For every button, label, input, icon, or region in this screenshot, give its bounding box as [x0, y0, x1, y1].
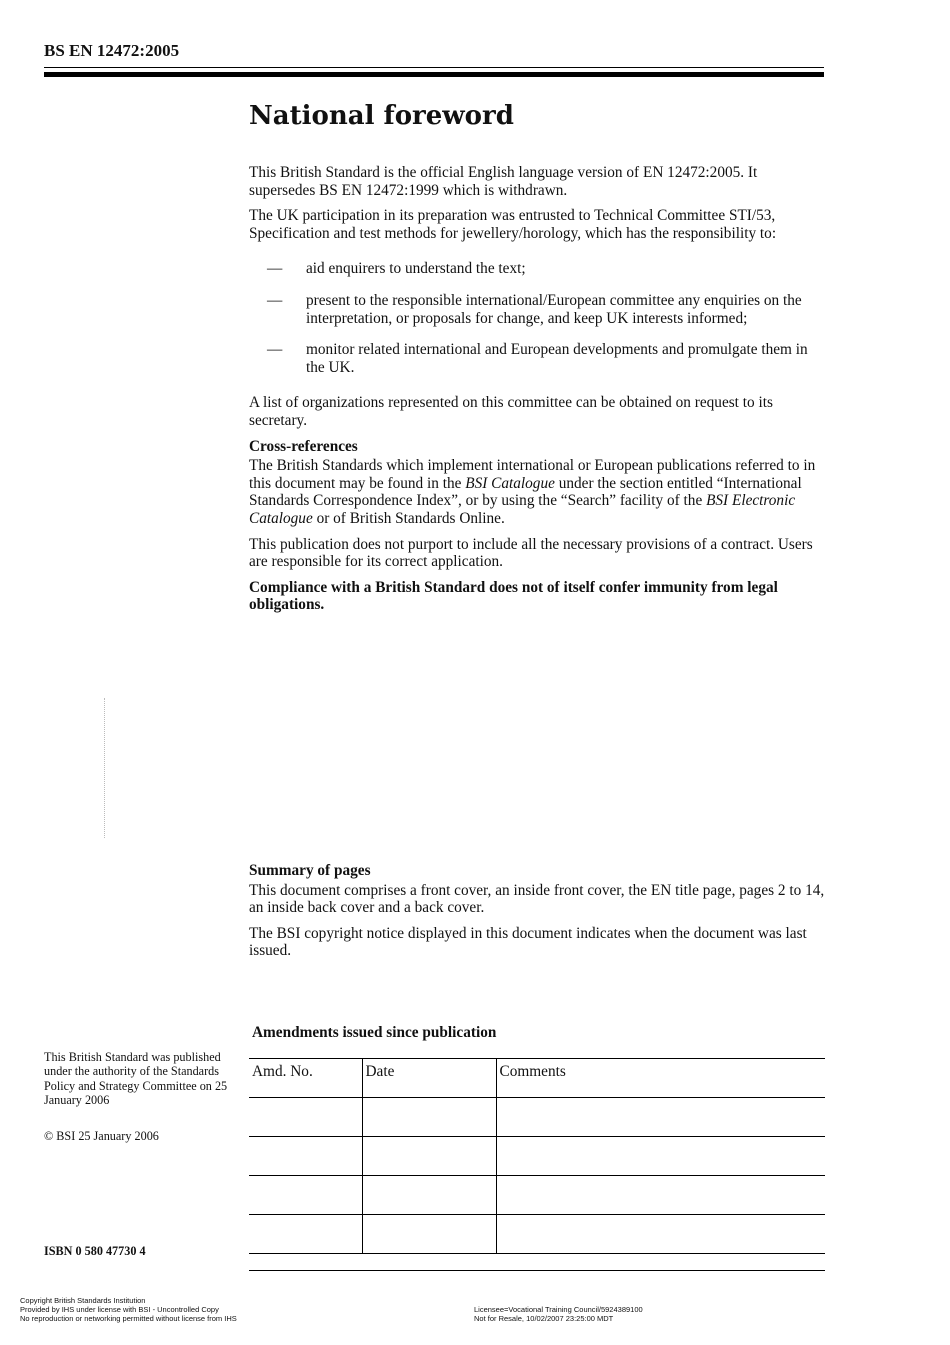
publication-note — [44, 1050, 234, 1164]
cross-references-heading: Cross-references — [249, 437, 358, 455]
dash-marker: — — [267, 341, 283, 359]
page-title: National foreword — [249, 101, 514, 131]
footer-copyright: Copyright British Standards Institution Provided by IHS under license with BSI - Uncontrolled Copy No reproduction or networking permitted without license from IHS — [20, 1296, 237, 1323]
dash-marker: — — [267, 291, 283, 309]
table-row — [249, 1137, 825, 1176]
amendments-title: Amendments issued since publication — [252, 1024, 497, 1041]
list-item: — aid enquirers to understand the text; — [267, 260, 526, 278]
publication-authority: This British Standard was published under the authority of the Standards Policy and Strategy Committee on 25 January 2006 — [44, 1050, 228, 1108]
cross-references-paragraph-2: This publication does not purport to include all the necessary provisions of a contract. Users are responsible for its correct application. — [249, 535, 813, 571]
table-row — [249, 1176, 825, 1215]
amendments-table — [249, 1058, 825, 1254]
header-rule-thick — [44, 72, 824, 77]
foreword-body — [249, 164, 827, 622]
cross-references-paragraph-1: The British Standards which implement international or European publications referred to in this document may be found in the BSI Catalogue under the section entitled “International Standards Correspondence Index”, or by using the “Search” facility of the BSI Electronic Catalogue or of British Standards Online. — [249, 457, 816, 527]
summary-paragraph-2: The BSI copyright notice displayed in this document indicates when the document was last issued. — [249, 924, 807, 960]
copyright-date: © BSI 25 January 2006 — [44, 1128, 159, 1143]
summary-section — [249, 862, 827, 968]
intro-paragraph-1: This British Standard is the official English language version of EN 12472:2005. It supersedes BS EN 12472:1999 which is withdrawn. — [249, 164, 758, 199]
bsi-catalogue-title: BSI Catalogue — [465, 474, 555, 492]
intro-paragraph-2: The UK participation in its preparation was entrusted to Technical Committee STI/53, Specification and test methods for jewellery/horology, which has the responsibility to: — [249, 207, 777, 242]
column-header-comments: Comments — [496, 1059, 825, 1098]
footer-rule — [249, 1270, 825, 1271]
dash-marker: — — [267, 260, 283, 278]
table-row — [249, 1215, 825, 1254]
responsibility-list — [249, 260, 827, 376]
compliance-statement: Compliance with a British Standard does not of itself confer immunity from legal obligations. — [249, 578, 778, 614]
summary-heading: Summary of pages — [249, 862, 371, 879]
summary-paragraph-1: This document comprises a front cover, an inside front cover, the EN title page, pages 2 to 14, an inside back cover and a back cover. — [249, 881, 825, 917]
intro-paragraph-3: A list of organizations represented on this committee can be obtained on request to its secretary. — [249, 394, 773, 429]
table-row — [249, 1098, 825, 1137]
footer-licensee: Licensee=Vocational Training Council/5924389100 Not for Resale, 10/02/2007 23:25:00 MDT — [474, 1305, 643, 1323]
document-id: BS EN 12472:2005 — [44, 41, 180, 60]
bsi-electronic-catalogue-title: BSI Electronic Catalogue — [249, 492, 796, 527]
table-header-row — [249, 1059, 825, 1098]
list-item: — monitor related international and European developments and promulgate them in the UK. — [267, 341, 808, 376]
column-header-amd-no: Amd. No. — [249, 1059, 362, 1098]
list-item: — present to the responsible international/European committee any enquiries on the interpretation, or proposals for change, and keep UK interests informed; — [267, 291, 802, 327]
header-rule-thin — [44, 67, 824, 68]
margin-dotted-line — [104, 698, 105, 838]
column-header-date: Date — [362, 1059, 496, 1098]
isbn: ISBN 0 580 47730 4 — [44, 1244, 146, 1258]
